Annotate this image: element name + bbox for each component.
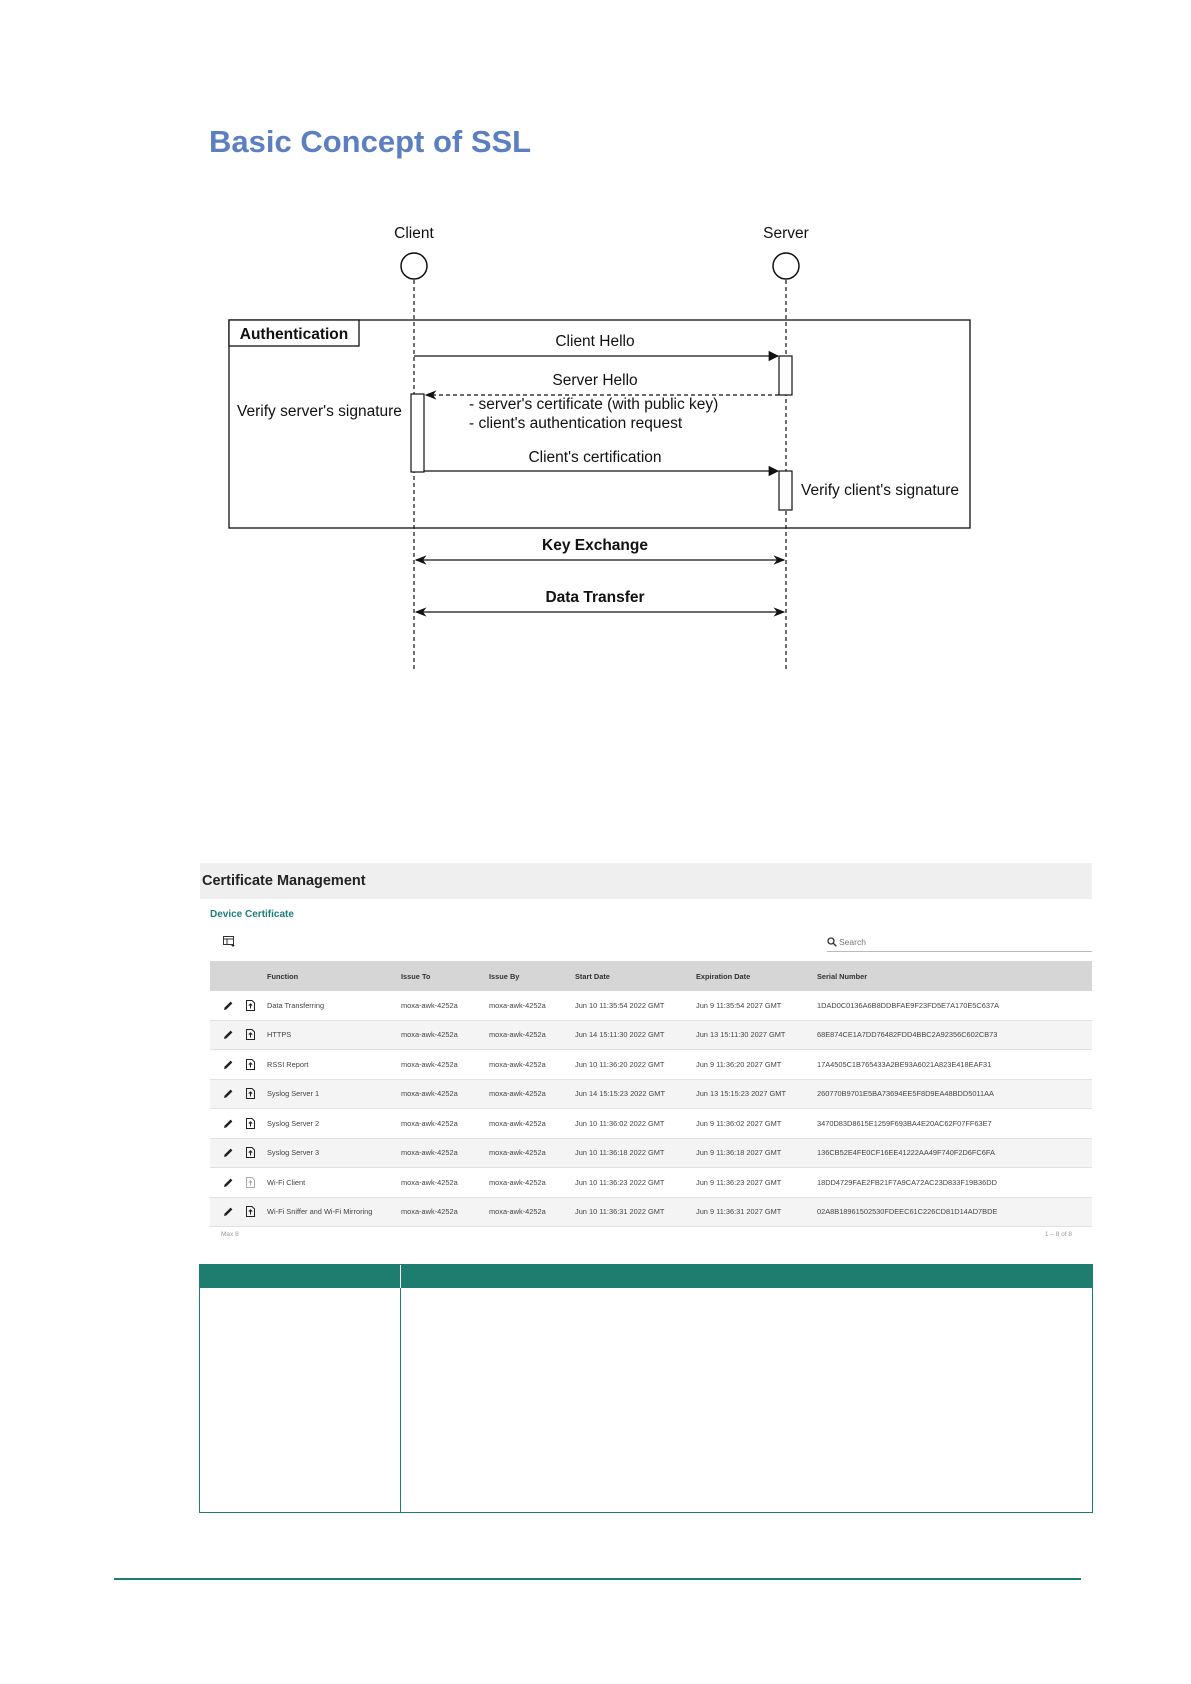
client-cert-label: Client's certification [528, 449, 662, 466]
table-row[interactable] [210, 1109, 1092, 1139]
panel-title: Certificate Management [200, 863, 1092, 899]
export-file-icon[interactable] [246, 1059, 255, 1070]
pagination-range: 1 – 8 of 8 [1044, 1231, 1072, 1238]
cell-issue-by: moxa-awk-4252a [489, 1148, 546, 1158]
row-actions [210, 1059, 267, 1070]
table-row[interactable] [210, 1139, 1092, 1169]
client-actor-circle [401, 253, 427, 279]
cell-serial-number: 17A4505C1B765433A2BE93A6021A823E418EAF31 [817, 1059, 992, 1069]
cell-expiration-date: Jun 13 15:15:23 2027 GMT [696, 1089, 786, 1099]
table-row[interactable] [210, 1050, 1092, 1080]
certificate-management-panel [200, 863, 1092, 1241]
column-header-serial-number[interactable]: Serial Number [817, 971, 868, 981]
cell-start-date: Jun 14 15:11:30 2022 GMT [575, 1030, 665, 1040]
server-label: Server [763, 225, 809, 242]
pencil-icon[interactable] [223, 1206, 234, 1217]
cell-function: RSSI Report [267, 1059, 309, 1069]
description-table-header [200, 1265, 1092, 1288]
cell-issue-to: moxa-awk-4252a [401, 1207, 458, 1217]
server-hello-detail-1: - server's certificate (with public key) [469, 396, 719, 413]
client-activation [411, 394, 424, 472]
export-file-icon[interactable] [246, 1000, 255, 1011]
cell-issue-to: moxa-awk-4252a [401, 1177, 458, 1187]
server-activation-2 [779, 471, 792, 510]
server-actor-circle [773, 253, 799, 279]
cell-start-date: Jun 14 15:15:23 2022 GMT [575, 1089, 665, 1099]
cell-function: Data Transferring [267, 1000, 325, 1010]
cell-expiration-date: Jun 9 11:36:20 2027 GMT [696, 1059, 782, 1069]
table-row[interactable] [210, 1021, 1092, 1051]
certificate-table [210, 961, 1092, 1227]
cell-issue-to: moxa-awk-4252a [401, 1059, 458, 1069]
pencil-icon[interactable] [223, 1000, 234, 1011]
export-file-icon[interactable] [246, 1118, 255, 1129]
ssl-sequence-diagram [215, 205, 1015, 675]
row-actions [210, 1088, 267, 1099]
export-file-icon[interactable] [246, 1177, 255, 1188]
cell-function: Syslog Server 1 [267, 1089, 320, 1099]
export-file-icon[interactable] [246, 1147, 255, 1158]
cell-serial-number: 02A8B18961502530FDEEC61C226CD81D14AD7BDE [817, 1207, 998, 1217]
cell-start-date: Jun 10 11:36:02 2022 GMT [575, 1118, 665, 1128]
pencil-icon[interactable] [223, 1147, 234, 1158]
row-actions [210, 1206, 267, 1217]
description-table-body [200, 1288, 1092, 1512]
cell-serial-number: 68E874CE1A7DD76482FDD4BBC2A92356C602CB73 [817, 1030, 998, 1040]
row-actions [210, 1177, 267, 1188]
column-header-issue-by[interactable]: Issue By [489, 971, 520, 981]
cell-expiration-date: Jun 9 11:36:31 2027 GMT [696, 1207, 782, 1217]
cell-issue-by: moxa-awk-4252a [489, 1177, 546, 1187]
column-header-function[interactable]: Function [267, 971, 299, 981]
cell-issue-to: moxa-awk-4252a [401, 1089, 458, 1099]
cell-issue-by: moxa-awk-4252a [489, 1207, 546, 1217]
header-cell-1 [200, 1265, 401, 1288]
cell-function: Syslog Server 2 [267, 1118, 320, 1128]
verify-server-label: Verify server's signature [237, 403, 402, 420]
search-icon [827, 937, 837, 947]
pencil-icon[interactable] [223, 1088, 234, 1099]
cell-expiration-date: Jun 9 11:36:18 2027 GMT [696, 1148, 782, 1158]
pencil-icon[interactable] [223, 1059, 234, 1070]
column-header-issue-to[interactable]: Issue To [401, 971, 431, 981]
cell-start-date: Jun 10 11:36:18 2022 GMT [575, 1148, 665, 1158]
export-file-icon[interactable] [246, 1088, 255, 1099]
data-transfer-label: Data Transfer [545, 589, 645, 606]
cell-issue-by: moxa-awk-4252a [489, 1030, 546, 1040]
verify-client-label: Verify client's signature [801, 482, 960, 499]
search-box[interactable] [827, 933, 1092, 952]
cell-start-date: Jun 10 11:36:20 2022 GMT [575, 1059, 665, 1069]
pencil-icon[interactable] [223, 1118, 234, 1129]
cell-serial-number: 1DAD0C0136A6B8DDBFAE9F23FD5E7A170E5C637A [817, 1000, 999, 1010]
column-header-expiration-date[interactable]: Expiration Date [696, 971, 751, 981]
export-file-icon[interactable] [246, 1206, 255, 1217]
max-count: Max 8 [221, 1231, 239, 1238]
table-body [210, 991, 1092, 1227]
server-hello-label: Server Hello [552, 372, 638, 389]
cell-start-date: Jun 10 11:36:23 2022 GMT [575, 1177, 665, 1187]
export-file-icon[interactable] [246, 1029, 255, 1040]
cell-expiration-date: Jun 9 11:36:02 2027 GMT [696, 1118, 782, 1128]
description-table [199, 1264, 1093, 1513]
device-certificate-tab[interactable]: Device Certificate [210, 909, 294, 920]
cell-start-date: Jun 10 11:36:31 2022 GMT [575, 1207, 665, 1217]
server-activation-1 [779, 356, 792, 395]
table-header-row [210, 961, 1092, 991]
table-row[interactable] [210, 1168, 1092, 1198]
cell-issue-to: moxa-awk-4252a [401, 1000, 458, 1010]
cell-serial-number: 136CB52E4FE0CF16EE41222AA49F740F2D6FC6FA [817, 1148, 995, 1158]
row-actions [210, 1147, 267, 1158]
cell-function: Wi-Fi Client [267, 1177, 306, 1187]
row-actions [210, 1118, 267, 1129]
key-exchange-label: Key Exchange [542, 537, 648, 554]
cell-issue-by: moxa-awk-4252a [489, 1059, 546, 1069]
cell-function: Syslog Server 3 [267, 1148, 320, 1158]
client-label: Client [394, 225, 434, 242]
authentication-label: Authentication [239, 326, 349, 343]
table-footer [221, 1231, 1072, 1238]
cell-start-date: Jun 10 11:35:54 2022 GMT [575, 1000, 665, 1010]
cell-serial-number: 18DD4729FAE2FB21F7A9CA72AC23D833F19B36DD [817, 1177, 997, 1187]
row-actions [210, 1029, 267, 1040]
search-input[interactable] [837, 937, 1069, 947]
cell-issue-by: moxa-awk-4252a [489, 1000, 546, 1010]
row-actions [210, 1000, 267, 1011]
cell-serial-number: 3470D83D8615E1259F693BA4E20AC62F07FF63E7 [817, 1118, 992, 1128]
column-header-start-date[interactable]: Start Date [575, 971, 610, 981]
cell-issue-to: moxa-awk-4252a [401, 1148, 458, 1158]
cell-issue-to: moxa-awk-4252a [401, 1030, 458, 1040]
column-divider [400, 1288, 401, 1512]
cell-function: HTTPS [267, 1030, 292, 1040]
cell-expiration-date: Jun 9 11:36:23 2027 GMT [696, 1177, 782, 1187]
cell-issue-to: moxa-awk-4252a [401, 1118, 458, 1128]
cell-issue-by: moxa-awk-4252a [489, 1118, 546, 1128]
cell-expiration-date: Jun 13 15:11:30 2027 GMT [696, 1030, 786, 1040]
column-settings-icon[interactable] [223, 936, 235, 947]
pencil-icon[interactable] [223, 1177, 234, 1188]
table-row[interactable] [210, 1080, 1092, 1110]
table-row[interactable] [210, 1198, 1092, 1228]
cell-issue-by: moxa-awk-4252a [489, 1089, 546, 1099]
cell-serial-number: 260770B9701E5BA73694EE5F8D9EA48BDD5011AA [817, 1089, 994, 1099]
cell-function: Wi-Fi Sniffer and Wi-Fi Mirroring [267, 1207, 373, 1217]
server-hello-detail-2: - client's authentication request [469, 415, 683, 432]
page-title: Basic Concept of SSL [209, 124, 532, 159]
footer-rule [114, 1578, 1081, 1580]
cell-expiration-date: Jun 9 11:35:54 2027 GMT [696, 1000, 782, 1010]
pencil-icon[interactable] [223, 1029, 234, 1040]
client-hello-label: Client Hello [555, 333, 635, 350]
table-row[interactable] [210, 991, 1092, 1021]
